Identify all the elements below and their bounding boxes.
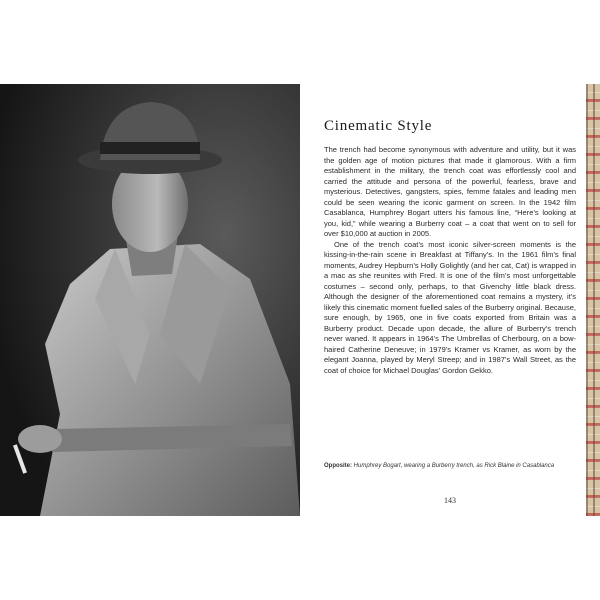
photo-caption <box>324 462 576 470</box>
page-number: 143 <box>444 496 456 505</box>
page-heading: Cinematic Style <box>324 118 433 134</box>
tartan-page-edge <box>586 84 600 516</box>
bogart-trench-coat-photo <box>0 84 300 516</box>
caption-label: Opposite: <box>324 463 352 469</box>
paragraph-2: One of the trench coat’s most iconic silver-screen moments is the kissing-in-the-rain scene in Breakfast at Tiffany’s. In the 1961 film’s final moments, Audrey Hepburn’s Holly Golightly (and her cat, Cat) is wrapped in a mac as she reunites with Fred. It is one of the film’s most unforgettable costumes – second only, perhaps, to that Givenchy little black dress. Although the designer of the aforementioned coat remains a mystery, it’s likely this cinematic moment fuelled sales of the Burberry original. Because, sure enough, by 1965, one in five coats exported from Britain was a Burberry product. Decade upon decade, the allure of Burberry’s trench never waned. It appears in 1964’s The Umbrellas of Cherbourg, on a bow-haired Catherine Deneuve; in 1979’s Kramer vs Kramer, as worn by the elegant Joanna, played by Meryl Streep; and in 1987’s Wall Street, as the coat of choice for Michael Douglas’ Gordon Gekko. <box>324 239 576 375</box>
paragraph-1: The trench had become synonymous with adventure and utility, but it was the golden age of motion pictures that made it glamorous. With a firm establishment in the military, the trench coat was effortlessly cool and carried the attitude and persona of the powerful, fearless, brave and mysterious. Detectives, gangsters, spies, femme fatales and leading men could be seen wearing the iconic garment on screen. In the 1942 film Casablanca, Humphrey Bogart utters his famous line, “Here’s looking at you, kid,” while wearing a Burberry coat – a coat that went on to sell for over $10,000 at auction in 2005. <box>324 145 576 238</box>
caption-text: Humphrey Bogart, wearing a Burberry trench, as Rick Blaine in Casablanca <box>353 463 555 469</box>
body-text <box>324 145 576 376</box>
